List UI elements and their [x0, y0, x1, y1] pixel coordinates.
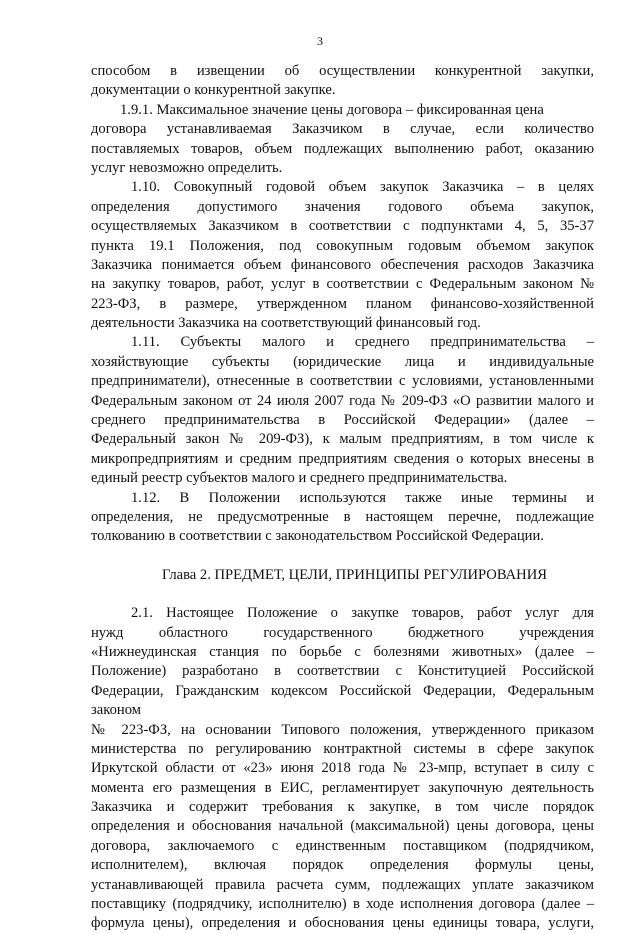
text-line: хозяйствующие субъекты (юридические лица и индивидуальные: [91, 353, 594, 370]
text-line: определения и обоснования начальной (максимальной) цены договора, цены: [91, 818, 594, 835]
text-line: Заказчика и содержит требования к закупке, в том числе порядок: [91, 799, 594, 816]
text-line: Федерации, Гражданским кодексом Российской Федерации, Федеральным: [91, 682, 594, 699]
text-line: Положение) разработано в соответствии с Конституцией Российской: [91, 663, 594, 680]
text-line: поставщику (подрядчику, исполнителю) в ходе исполнения договора (далее –: [91, 896, 594, 913]
text-line: Иркутской области от «23» июня 2018 года № 23-мпр, вступает в силу с: [91, 760, 594, 777]
text-line: способом в извещении об осуществлении конкурентной закупки,: [91, 63, 594, 79]
text-line: толкованию в соответствии с законодательством Российской Федерации.: [91, 528, 544, 545]
text-line: «Нижнеудинская станция по борьбе с болезнями животных» (далее –: [91, 643, 594, 660]
text-line: деятельности Заказчика на соответствующий финансовый год.: [91, 315, 481, 332]
text-line: договора, заключаемого с единственным поставщиком (подрядчиком,: [91, 837, 594, 854]
text-line: поставляемых товаров, объем подлежащих выполнению работ, оказанию: [91, 140, 594, 157]
text-line: исполнителем), включая порядок определения формулы цены,: [91, 857, 594, 874]
chapter-2-heading: Глава 2. ПРЕДМЕТ, ЦЕЛИ, ПРИНЦИПЫ РЕГУЛИРОВАНИЯ: [162, 566, 547, 583]
text-line: законом: [91, 702, 141, 719]
text-line: Федеральным законом от 24 июля 2007 года № 209-ФЗ «О развитии малого и: [91, 392, 594, 409]
text-line: предприниматели), отнесенные в соответствии с условиями, установленными: [91, 373, 594, 390]
text-line: единый реестр субъектов малого и среднего предпринимательства.: [91, 470, 508, 487]
clause-2-1: 2.1. Настоящее Положение о закупке товаров, работ услуг для: [131, 605, 594, 622]
text-line: документации о конкурентной закупке.: [91, 82, 336, 99]
clause-1-12: 1.12. В Положении используются также иные термины и: [131, 489, 594, 506]
text-line: нужд областного государственного бюджетного учреждения: [91, 624, 594, 641]
text-line: договора устанавливаемая Заказчиком в случае, если количество: [91, 121, 594, 138]
text-line: 223-ФЗ, в размере, утвержденном планом финансово-хозяйственной: [91, 295, 594, 312]
text-line: момента его размещения в ЕИС, регламентирует закупочную деятельность: [91, 779, 594, 796]
clause-1-11: 1.11. Субъекты малого и среднего предпринимательства –: [131, 334, 594, 351]
page-number: 3: [317, 34, 323, 48]
text-line: Федеральный закон № 209-ФЗ), к малым предприятиям, в том числе к: [91, 431, 594, 448]
text-line: осуществляемых Заказчиком в соответствии с подпунктами 4, 5, 35-37: [91, 218, 594, 235]
text-line: Заказчика понимается объем финансового обеспечения расходов Заказчика: [91, 256, 594, 273]
text-line: министерства по регулированию контрактной системы в сфере закупок: [91, 740, 594, 757]
text-line: на закупку товаров, работ, услуг в соответствии с Федеральным законом №: [91, 276, 594, 293]
text-line: устанавливающей правила расчета сумм, подлежащих уплате заказчиком: [91, 876, 594, 893]
text-line: определения, не предусмотренные в настоящем перечне, подлежащие: [91, 508, 594, 525]
document-body: [91, 62, 594, 934]
text-line: формула цены), определения и обоснования цены единицы товара, услуги,: [91, 915, 594, 932]
text-line: услуг невозможно определить.: [91, 159, 283, 176]
clause-1-10: 1.10. Совокупный годовой объем закупок Заказчика – в целях: [131, 179, 594, 196]
text-line: микропредприятиям и средним предприятиям сведения о которых внесены в: [91, 450, 594, 467]
clause-1-9-1: 1.9.1. Максимальное значение цены договора – фиксированная цена: [120, 101, 544, 118]
text-line: пункта 19.1 Положения, под совокупным годовым объемом закупок: [91, 237, 594, 254]
text-line: определения допустимого значения годового объема закупок,: [91, 198, 594, 215]
text-line: среднего предпринимательства в Российской Федерации» (далее –: [91, 412, 594, 429]
text-line: № 223-ФЗ, на основании Типового положения, утвержденного приказом: [91, 721, 594, 738]
